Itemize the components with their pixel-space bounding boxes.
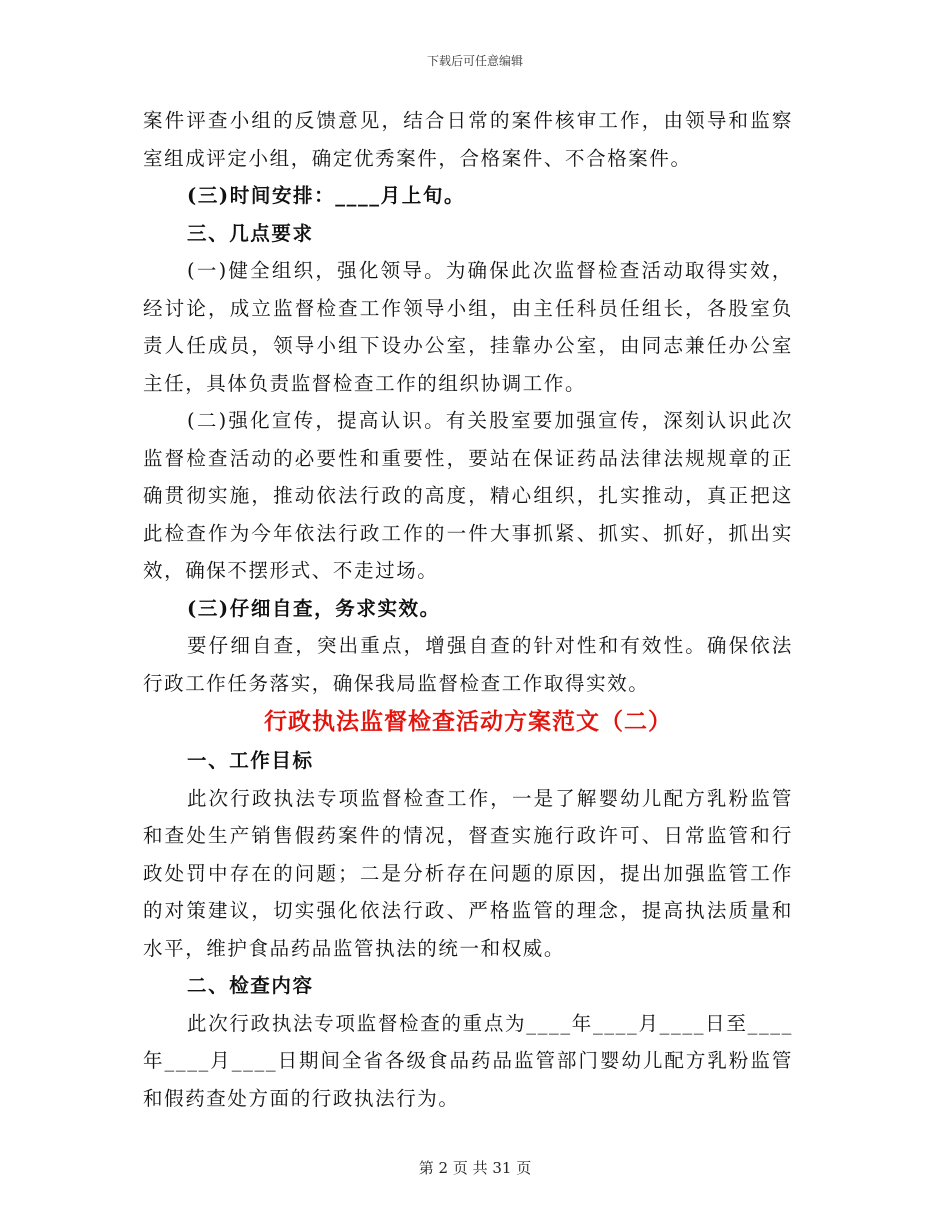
paragraph-1: 案件评查小组的反馈意见，结合日常的案件核审工作，由领导和监察室组成评定小组，确定优秀案件，合格案件、不合格案件。 [143, 109, 793, 170]
heading-requirements: 三、几点要求 [187, 221, 314, 245]
paragraph-inspection-content: 此次行政执法专项监督检查的重点为____年____月____日至____年____月____日期间全省各级食品药品监管部门婴幼儿配方乳粉监管和假药查处方面的行政执法行为。 [143, 1011, 793, 1110]
page-header: 下载后可任意编辑 [426, 54, 523, 68]
heading-work-goal: 一、工作目标 [187, 749, 314, 772]
document-body [143, 102, 793, 1117]
paragraph-self-check: 要仔细自查，突出重点，增强自查的针对性和有效性。确保依法行政工作任务落实，确保我局监督检查工作取得实效。 [143, 634, 793, 695]
paragraph-publicity: (二)强化宣传，提高认识。有关股室要加强宣传，深刻认识此次监督检查活动的必要性和重要性，要站在保证药品法律法规规章的正确贯彻实施，推动依法行政的高度，精心组织，扎实推动，真正把这此检查作为今年依法行政工作的一件大事抓紧、抓实、抓好，抓出实效，确保不摆形式、不走过场。 [143, 409, 793, 582]
paragraph-work-goal: 此次行政执法专项监督检查工作，一是了解婴幼儿配方乳粉监管和查处生产销售假药案件的情况，督查实施行政许可、日常监管和行政处罚中存在的问题；二是分析存在问题的原因，提出加强监管工作的对策建议，切实强化依法行政、严格监管的理念，提高执法质量和水平，维护食品药品监管执法的统一和权威。 [143, 786, 793, 960]
heading-inspection-content: 二、检查内容 [187, 974, 314, 997]
paragraph-organization: (一)健全组织，强化领导。为确保此次监督检查活动取得实效，经讨论，成立监督检查工作领导小组，由主任科员任组长，各股室负责人任成员，领导小组下设办公室，挂靠办公室，由同志兼任办公室主任，具体负责监督检查工作的组织协调工作。 [143, 259, 793, 395]
heading-time-arrangement: (三)时间安排：____月上旬。 [187, 184, 466, 207]
heading-self-check: (三)仔细自查，务求实效。 [187, 596, 441, 620]
page-footer: 第 2 页 共 31 页 [418, 1159, 532, 1177]
section-title: 行政执法监督检查活动方案范文（二） [264, 708, 672, 735]
